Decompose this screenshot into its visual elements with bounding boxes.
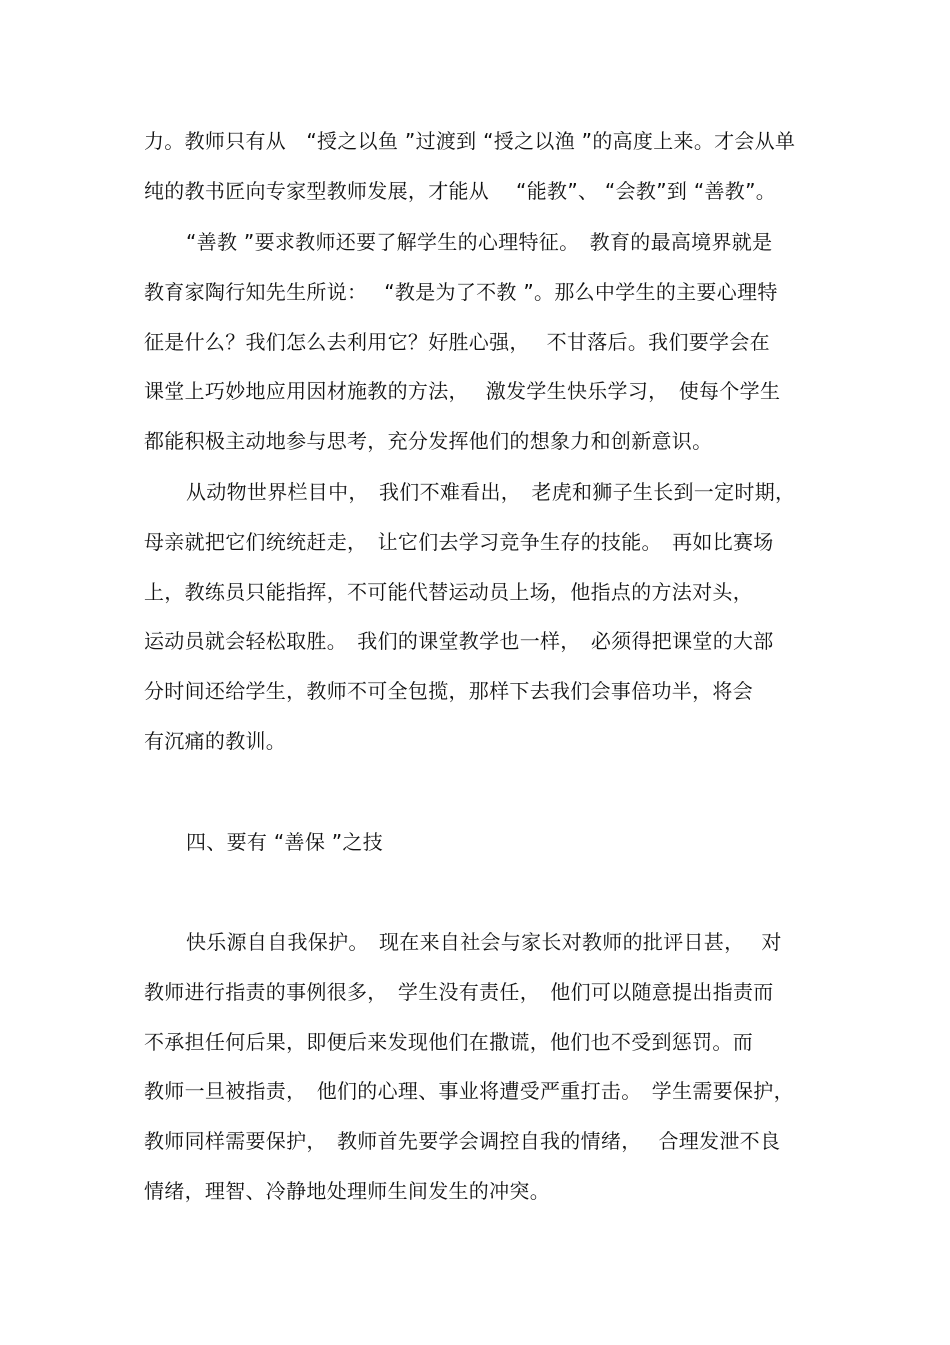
text-line: 情绪，理智、冷静地处理师生间发生的冲突。 <box>144 1179 550 1203</box>
text-line: 教师进行指责的事例很多， 学生没有责任， 他们可以随意提出指责而 <box>144 980 774 1004</box>
text-line: 母亲就把它们统统赶走， 让它们去学习竞争生存的技能。 再如比赛场 <box>144 530 774 554</box>
text-line: 课堂上巧妙地应用因材施教的方法， 激发学生快乐学习， 使每个学生 <box>144 379 781 403</box>
text-line: 力。教师只有从 “授之以鱼 ”过渡到 “授之以渔 ”的高度上来。才会从单 <box>144 129 796 153</box>
text-line: 征是什么？我们怎么去利用它？好胜心强， 不甘落后。我们要学会在 <box>144 330 770 354</box>
text-line: “善教 ”要求教师还要了解学生的心理特征。 教育的最高境界就是 <box>186 230 773 254</box>
text-line: 快乐源自自我保护。 现在来自社会与家长对教师的批评日甚， 对 <box>186 930 782 954</box>
text-line: 运动员就会轻松取胜。 我们的课堂教学也一样， 必须得把课堂的大部 <box>144 629 774 653</box>
text-line: 教师一旦被指责， 他们的心理、事业将遭受严重打击。 学生需要保护， <box>144 1079 794 1103</box>
text-line: 教师同样需要保护， 教师首先要学会调控自我的情绪， 合理发泄不良 <box>144 1129 781 1153</box>
text-line: 不承担任何后果，即便后来发现他们在撒谎，他们也不受到惩罚。而 <box>144 1030 753 1054</box>
text-line: 教育家陶行知先生所说： “教是为了不教 ”。那么中学生的主要心理特 <box>144 280 778 304</box>
text-line: 都能积极主动地参与思考，充分发挥他们的想象力和创新意识。 <box>144 429 713 453</box>
text-line: 上，教练员只能指挥，不可能代替运动员上场，他指点的方法对头， <box>144 580 753 604</box>
section-heading: 四、要有 “善保 ”之技 <box>186 830 384 854</box>
text-line: 纯的教书匠向专家型教师发展，才能从 “能教”、 “会教”到 “善教”。 <box>144 179 777 203</box>
text-line: 分时间还给学生，教师不可全包揽，那样下去我们会事倍功半，将会 <box>144 679 753 703</box>
text-line: 有沉痛的教训。 <box>144 729 287 753</box>
text-line: 从动物世界栏目中， 我们不难看出， 老虎和狮子生长到一定时期， <box>186 480 796 504</box>
